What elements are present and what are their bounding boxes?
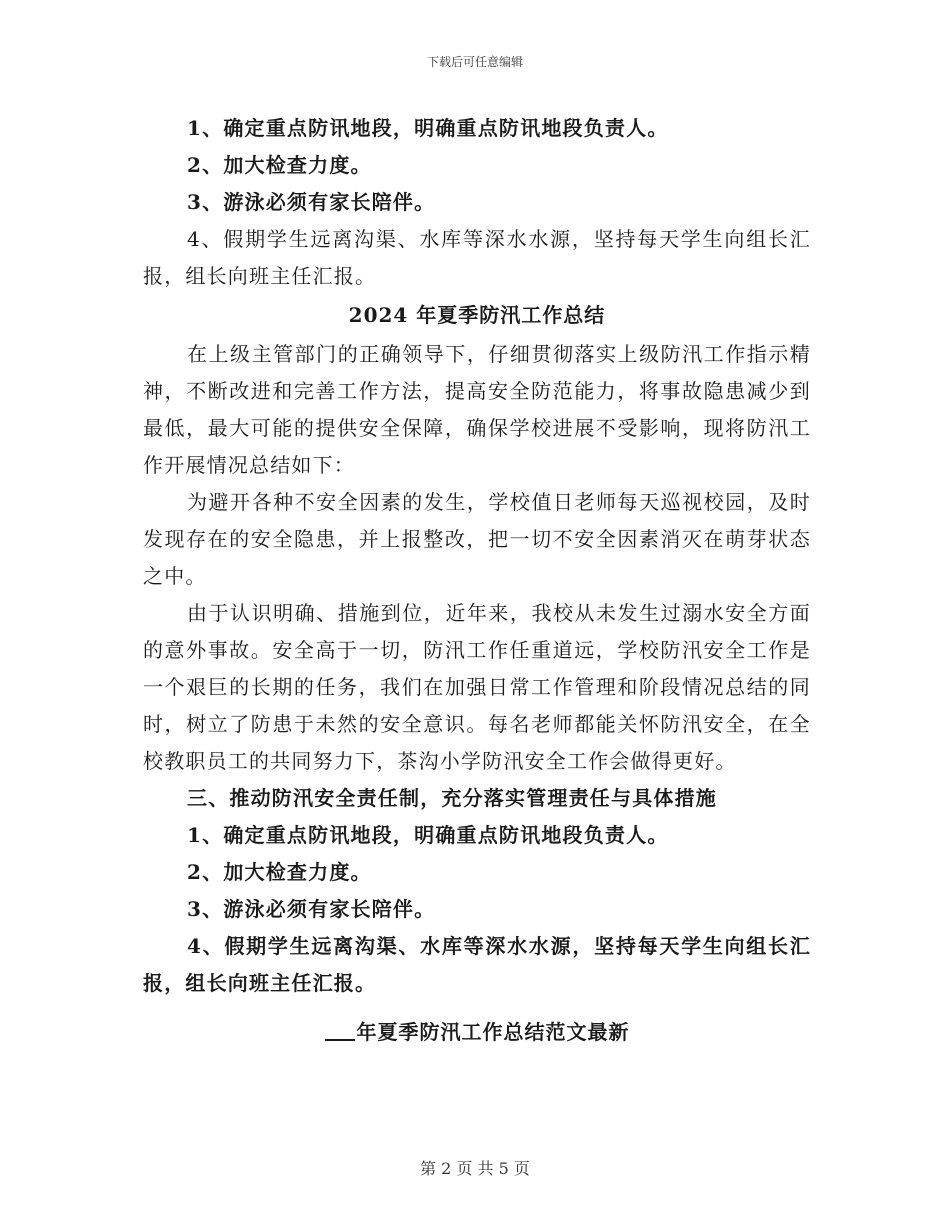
paragraph-1: 在上级主管部门的正确领导下，仔细贯彻落实上级防汛工作指示精神，不断改进和完善工作方法，提高安全防范能力，将事故隐患减少到最低，最大可能的提供安全保障，确保学校进展不受影响，现将防汛工作开展情况总结如下： bbox=[143, 342, 811, 477]
list-item-3: 3、游泳必须有家长陪伴。 bbox=[187, 190, 436, 214]
list2-item-3: 3、游泳必须有家长陪伴。 bbox=[187, 897, 436, 921]
list-item-4: 4、假期学生远离沟渠、水库等深水水源，坚持每天学生向组长汇报，组长向班主任汇报。 bbox=[143, 227, 811, 288]
next-section-title bbox=[143, 1014, 811, 1051]
next-title-text: 年夏季防汛工作总结范文最新 bbox=[356, 1020, 630, 1044]
blank-underline bbox=[325, 1017, 355, 1041]
paragraph-3: 由于认识明确、措施到位，近年来，我校从未发生过溺水安全方面的意外事故。安全高于一切，防汛工作任重道远，学校防汛安全工作是一个艰巨的长期的任务，我们在加强日常工作管理和阶段情况总结的同时，树立了防患于未然的安全意识。每名老师都能关怀防汛安全，在全校教职员工的共同努力下，茶沟小学防汛安全工作会做得更好。 bbox=[143, 601, 811, 773]
list2-item-1: 1、确定重点防讯地段，明确重点防讯地段负责人。 bbox=[187, 823, 669, 847]
section3-heading: 三、推动防汛安全责任制，充分落实管理责任与具体措施 bbox=[187, 786, 717, 810]
page-footer: 第 2 页 共 5 页 bbox=[420, 1159, 530, 1178]
list-item-1: 1、确定重点防讯地段，明确重点防讯地段负责人。 bbox=[187, 116, 669, 140]
document-body bbox=[143, 110, 811, 1053]
list-item-2: 2、加大检查力度。 bbox=[187, 153, 372, 177]
list2-item-2: 2、加大检查力度。 bbox=[187, 860, 372, 884]
paragraph-2: 为避开各种不安全因素的发生，学校值日老师每天巡视校园，及时发现存在的安全隐患，并上报整改，把一切不安全因素消灭在萌芽状态之中。 bbox=[143, 490, 811, 588]
page-header: 下载后可任意编辑 bbox=[426, 55, 523, 69]
list2-item-4: 4、假期学生远离沟渠、水库等深水水源，坚持每天学生向组长汇报，组长向班主任汇报。 bbox=[143, 934, 811, 995]
section-title: 2024 年夏季防汛工作总结 bbox=[348, 303, 606, 327]
